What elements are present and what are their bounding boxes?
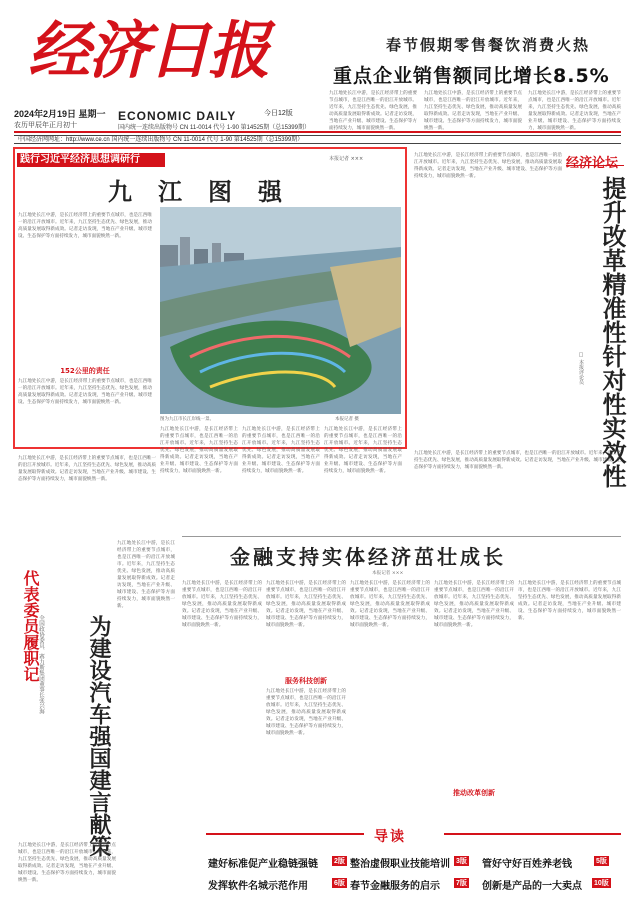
comment-body: 九江地处长江中游，是长江经济带上的重要节点城市，也是江西唯一的沿江开放城市。近年来，九江坚持生态优先、绿色发展，推动高质量发展取得新成效。记者走访发现，当地在产业升级、城市建设、生态保护等方面持续发力，城市面貌焕然一新。	[414, 153, 562, 179]
lunar-date: 农历甲辰年正月初十	[14, 122, 77, 129]
guide-item-5[interactable]: 春节金融服务的启示	[350, 881, 440, 892]
guide-title: 导读	[374, 829, 406, 845]
guide-page-3: 5版	[596, 858, 607, 865]
finance-col-1: 九江地处长江中游，是长江经济带上的重要节点城市，也是江西唯一的沿江开放城市。近年来，九江坚持生态优先、绿色发展，推动高质量发展取得新成效。记者走访发现，当地在产业升级、城市建设、生态保护等方面持续发力，城市面貌焕然一新。	[182, 581, 262, 628]
finance-headline: 金融支持实体经济茁壮成长	[230, 545, 506, 569]
lead-col-1b: 九江地处长江中游，是长江经济带上的重要节点城市，也是江西唯一的沿江开放城市。近年来，九江坚持生态优先、绿色发展，推动高质量发展取得新成效。记者走访发现，当地在产业升级、城市建设、生态保护等方面持续发力，城市面貌焕然一新。	[18, 379, 152, 405]
top-col-3: 九江地处长江中游，是长江经济带上的重要节点城市，也是江西唯一的沿江开放城市。近年来，九江坚持生态优先、绿色发展，推动高质量发展取得新成效。记者走访发现，当地在产业升级、城市建设、生态保护等方面持续发力，城市面貌焕然一新。	[528, 91, 621, 131]
issue-tag: 今日12版	[264, 110, 293, 117]
lead-byline: 本报记者 ×××	[329, 156, 364, 162]
finance-col-2b: 九江地处长江中游，是长江经济带上的重要节点城市，也是江西唯一的沿江开放城市。近年来，九江坚持生态优先、绿色发展，推动高质量发展取得新成效。记者走访发现，当地在产业升级、城市建设、生态保护等方面持续发力，城市面貌焕然一新。	[266, 689, 346, 736]
guide-item-6[interactable]: 创新是产品的一大卖点	[482, 881, 582, 892]
guide-box	[182, 827, 621, 899]
finance-section-2: 推动改革创新	[453, 789, 495, 797]
skyline-kicker: 春节假期零售餐饮消费火热	[386, 36, 591, 54]
guide-item-4[interactable]: 发挥软件名城示范作用	[208, 881, 308, 892]
edition-date: 2024年2月19日 星期一	[14, 109, 106, 119]
finance-section-1: 服务科技创新	[285, 677, 327, 685]
finance-rule	[182, 536, 621, 537]
comment-author: □ 本报评论员	[578, 352, 584, 385]
reps-body-2: 九江地处长江中游，是长江经济带上的重要节点城市，也是江西唯一的沿江开放城市。近年来，九江坚持生态优先、绿色发展，推动高质量发展取得新成效。记者走访发现，当地在产业升级、城市建设、生态保护等方面持续发力，城市面貌焕然一新。	[18, 843, 116, 883]
finance-col-2: 九江地处长江中游，是长江经济带上的重要节点城市，也是江西唯一的沿江开放城市。近年来，九江坚持生态优先、绿色发展，推动高质量发展取得新成效。记者走访发现，当地在产业升级、城市建设、生态保护等方面持续发力，城市面貌焕然一新。	[266, 581, 346, 628]
reps-label: 代表委员履职记	[21, 570, 40, 682]
lead-photo	[160, 207, 401, 414]
guide-page-5: 7版	[456, 880, 467, 887]
web-bar: 中国经济网网址：http://www.ce.cn 国内统一连续出版物号 CN 11-0014 代号 1-90 第14525期（总15399期）	[14, 135, 621, 144]
top-col-2: 九江地处长江中游，是长江经济带上的重要节点城市，也是江西唯一的沿江开放城市。近年来，九江坚持生态优先、绿色发展，推动高质量发展取得新成效。记者走访发现，当地在产业升级、城市建设、生态保护等方面持续发力，城市面貌焕然一新。	[424, 91, 522, 131]
guide-item-1[interactable]: 建好标准促产业稳链强链	[208, 859, 318, 870]
guide-page-4: 6版	[334, 880, 345, 887]
finance-byline: 本报记者 ×××	[372, 571, 404, 576]
reps-sub: 全国政协委员、赛力斯集团董事长张兴海	[38, 615, 44, 714]
lead-photo-credit: 本报记者 摄	[335, 417, 359, 422]
lead-col-4: 九江地处长江中游，是长江经济带上的重要节点城市，也是江西唯一的沿江开放城市。近年来，九江坚持生态优先、绿色发展，推动高质量发展取得新成效。记者走访发现，当地在产业升级、城市建设、生态保护等方面持续发力，城市面貌焕然一新。	[324, 427, 402, 474]
reps-headline: 为建设汽车强国建言献策	[86, 615, 112, 857]
guide-page-1: 2版	[334, 858, 345, 865]
finance-col-3: 九江地处长江中游，是长江经济带上的重要节点城市，也是江西唯一的沿江开放城市。近年来，九江坚持生态优先、绿色发展，推动高质量发展取得新成效。记者走访发现，当地在产业升级、城市建设、生态保护等方面持续发力，城市面貌焕然一新。	[350, 581, 430, 628]
publication-codes: 国内统一连续出版物号 CN 11-0014 代号 1-90 第14525期（总15399期）	[118, 125, 310, 131]
finance-col-4: 九江地处长江中游，是长江经济带上的重要节点城市，也是江西唯一的沿江开放城市。近年来，九江坚持生态优先、绿色发展，推动高质量发展取得新成效。记者走访发现，当地在产业升级、城市建设、生态保护等方面持续发力，城市面貌焕然一新。	[434, 581, 514, 628]
lead-col-1: 九江地处长江中游，是长江经济带上的重要节点城市，也是江西唯一的沿江开放城市。近年来，九江坚持生态优先、绿色发展，推动高质量发展取得新成效。记者走访发现，当地在产业升级、城市建设、生态保护等方面持续发力，城市面貌焕然一新。	[18, 213, 152, 239]
masthead-logo: 经济日报	[28, 14, 269, 87]
comment-headline: 提升改革精准性针对性实效性	[598, 176, 627, 488]
lead-headline: 九江图强	[108, 177, 308, 206]
lead-photo-caption: 图为九江市长江岸线一景。	[160, 417, 214, 422]
comment-body-2: 九江地处长江中游，是长江经济带上的重要节点城市，也是江西唯一的沿江开放城市。近年来，九江坚持生态优先、绿色发展，推动高质量发展取得新成效。记者走访发现，当地在产业升级、城市建设、生态保护等方面持续发力，城市面貌焕然一新。	[414, 451, 621, 470]
reps-body: 九江地处长江中游，是长江经济带上的重要节点城市，也是江西唯一的沿江开放城市。近年来，九江坚持生态优先、绿色发展，推动高质量发展取得新成效。记者走访发现，当地在产业升级、城市建设、生态保护等方面持续发力，城市面貌焕然一新。	[117, 541, 175, 609]
top-col-1: 九江地处长江中游，是长江经济带上的重要节点城市，也是江西唯一的沿江开放城市。近年来，九江坚持生态优先、绿色发展，推动高质量发展取得新成效。记者走访发现，当地在产业升级、城市建设、生态保护等方面持续发力，城市面貌焕然一新。	[329, 91, 417, 131]
comment-label: 经济论坛	[566, 152, 624, 166]
finance-col-5: 九江地处长江中游，是长江经济带上的重要节点城市，也是江西唯一的沿江开放城市。近年来，九江坚持生态优先、绿色发展，推动高质量发展取得新成效。记者走访发现，当地在产业升级、城市建设、生态保护等方面持续发力，城市面貌焕然一新。	[518, 581, 621, 621]
lead-col-2: 九江地处长江中游，是长江经济带上的重要节点城市，也是江西唯一的沿江开放城市。近年来，九江坚持生态优先、绿色发展，推动高质量发展取得新成效。记者走访发现，当地在产业升级、城市建设、生态保护等方面持续发力，城市面貌焕然一新。	[160, 427, 238, 474]
english-title: ECONOMIC DAILY	[118, 109, 237, 123]
guide-item-3[interactable]: 管好守好百姓养老钱	[482, 859, 572, 870]
lead-col-3: 九江地处长江中游，是长江经济带上的重要节点城市，也是江西唯一的沿江开放城市。近年来，九江坚持生态优先、绿色发展，推动高质量发展取得新成效。记者走访发现，当地在产业升级、城市建设、生态保护等方面持续发力，城市面貌焕然一新。	[242, 427, 320, 474]
guide-page-2: 3版	[456, 858, 467, 865]
lead-subhead: 152公里的责任	[60, 367, 110, 375]
guide-page-6: 10版	[594, 880, 609, 887]
lower-left-text: 九江地处长江中游，是长江经济带上的重要节点城市，也是江西唯一的沿江开放城市。近年来，九江坚持生态优先、绿色发展，推动高质量发展取得新成效。记者走访发现，当地在产业升级、城市建设、生态保护等方面持续发力，城市面貌焕然一新。	[18, 456, 156, 482]
lead-kicker: 践行习近平经济思想调研行	[17, 153, 165, 167]
guide-item-2[interactable]: 整治虚假职业技能培训	[350, 859, 450, 870]
skyline-headline: 重点企业销售额同比增长8.5%	[333, 65, 610, 87]
